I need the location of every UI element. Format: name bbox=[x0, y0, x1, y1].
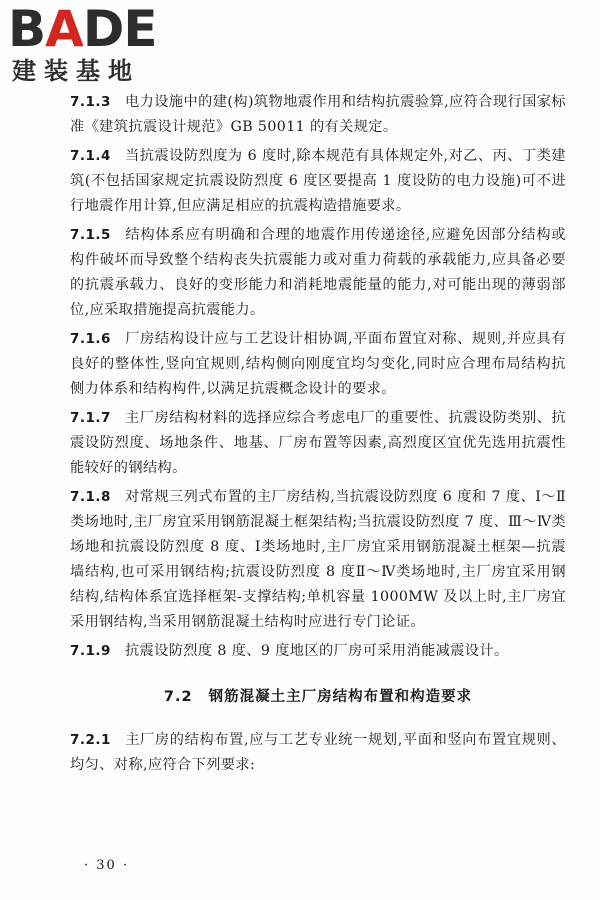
logo-wordmark bbox=[8, 0, 178, 58]
clause-number: 7.1.3 bbox=[70, 94, 111, 110]
clause-7-1-4 bbox=[70, 144, 566, 219]
clause-7-1-8 bbox=[70, 485, 566, 635]
clause-number: 7.1.5 bbox=[70, 227, 111, 243]
clause-text: 对常规三列式布置的主厂房结构,当抗震设防烈度 6 度和 7 度、Ⅰ～Ⅱ类场地时,主厂房宜采用钢筋混凝土框架结构;当抗震设防烈度 7 度、Ⅲ～Ⅳ类场地和抗震设防烈度 8 度、Ⅰ类场地时,主厂房宜采用钢筋混凝土框架—抗震墙结构,也可采用钢结构;抗震设防烈度 8 度Ⅱ～Ⅳ类场地时,主厂房宜采用钢结构,结构体系宜选择框架-支撑结构;单机容量 1000MW 及以上时,主厂房宜采用钢结构,当采用钢筋混凝土结构时应进行专门论证。 bbox=[70, 489, 566, 630]
section-number: 7.2 bbox=[163, 689, 193, 705]
logo-letter-b: B bbox=[8, 0, 46, 58]
clause-text: 厂房结构设计应与工艺设计相协调,平面布置宜对称、规则,并应具有良好的整体性,竖向宜规则,结构侧向刚度宜均匀变化,同时应合理布局结构抗侧力体系和结构构件,以满足抗震概念设计的要求。 bbox=[70, 331, 566, 397]
clause-7-1-9 bbox=[70, 639, 566, 664]
clause-text: 主厂房结构材料的选择应综合考虑电厂的重要性、抗震设防类别、抗震设防烈度、场地条件、地基、厂房布置等因素,高烈度区宜优先选用抗震性能较好的钢结构。 bbox=[70, 410, 566, 476]
clause-text: 结构体系应有明确和合理的地震作用传递途径,应避免因部分结构或构件破坏而导致整个结构丧失抗震能力或对重力荷载的承载能力,应具备必要的抗震承载力、良好的变形能力和消耗地震能量的能力,对可能出现的薄弱部位,应采取措施提高抗震能力。 bbox=[70, 227, 566, 318]
clause-7-2-1 bbox=[70, 728, 566, 778]
section-heading-7-2 bbox=[70, 684, 566, 710]
clause-text: 电力设施中的建(构)筑物地震作用和结构抗震验算,应符合现行国家标准《建筑抗震设计规范》GB 50011 的有关规定。 bbox=[70, 94, 566, 135]
clause-number: 7.1.9 bbox=[70, 643, 111, 659]
clause-number: 7.1.4 bbox=[70, 148, 111, 164]
logo-letter-a: A bbox=[45, 0, 83, 58]
page-number: · 30 · bbox=[84, 858, 130, 873]
clause-7-1-6 bbox=[70, 327, 566, 402]
clause-7-1-5 bbox=[70, 223, 566, 323]
clause-number: 7.2.1 bbox=[70, 732, 111, 748]
clause-7-1-3 bbox=[70, 90, 566, 140]
clause-number: 7.1.7 bbox=[70, 410, 111, 426]
clause-text: 当抗震设防烈度为 6 度时,除本规范有具体规定外,对乙、丙、丁类建筑(不包括国家规定抗震设防烈度 6 度区要提高 1 度设防的电力设施)可不进行地震作用计算,但应满足相应的抗震构造措施要求。 bbox=[70, 148, 566, 214]
clause-number: 7.1.6 bbox=[70, 331, 111, 347]
clause-text: 主厂房的结构布置,应与工艺专业统一规划,平面和竖向布置宜规则、均匀、对称,应符合下列要求: bbox=[70, 732, 566, 773]
clause-text: 抗震设防烈度 8 度、9 度地区的厂房可采用消能减震设计。 bbox=[124, 643, 509, 659]
logo-letters-de: DE bbox=[82, 0, 157, 58]
section-title: 钢筋混凝土主厂房结构布置和构造要求 bbox=[208, 689, 473, 705]
clause-number: 7.1.8 bbox=[70, 489, 111, 505]
logo-subtitle: 建装基地 bbox=[12, 57, 140, 85]
clause-7-1-7 bbox=[70, 406, 566, 481]
bade-logo bbox=[8, 0, 178, 96]
document-body bbox=[70, 90, 566, 782]
